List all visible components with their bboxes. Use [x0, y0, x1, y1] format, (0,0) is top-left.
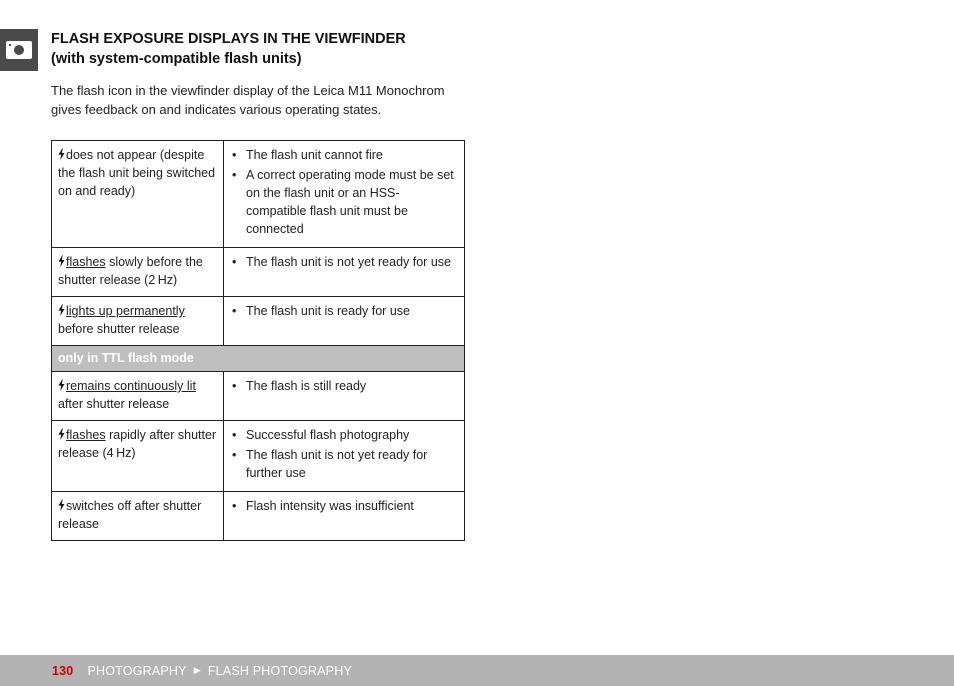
- section-row-ttl: [52, 346, 465, 372]
- list-item: • The flash is still ready: [232, 377, 458, 395]
- footer-bar: [0, 655, 954, 686]
- meaning-list: [232, 302, 458, 320]
- state-text: after shutter release: [58, 397, 170, 411]
- state-cell: [52, 248, 224, 297]
- table-row: [52, 372, 465, 421]
- meaning-list: [232, 377, 458, 395]
- state-cell: [52, 421, 224, 492]
- meaning-cell: [224, 492, 465, 541]
- section-label: only in TTL flash mode: [52, 346, 465, 372]
- state-emphasis: flashes: [66, 255, 106, 269]
- camera-icon: [6, 41, 32, 59]
- page-title: [51, 29, 406, 69]
- table-row: [52, 141, 465, 248]
- breadcrumb-flash-photography: FLASH PHOTOGRAPHY: [207, 663, 352, 678]
- meaning-cell: [224, 372, 465, 421]
- page-number: 130: [52, 663, 74, 678]
- table-row: [52, 492, 465, 541]
- list-item: • Successful flash photography: [232, 426, 458, 444]
- list-item: • The flash unit is not yet ready for further use: [232, 446, 458, 482]
- flash-bolt-icon: [58, 148, 65, 160]
- state-emphasis: flashes: [66, 428, 106, 442]
- meaning-cell: [224, 297, 465, 346]
- meaning-cell: [224, 141, 465, 248]
- state-cell: [52, 492, 224, 541]
- breadcrumb-photography: PHOTOGRAPHY: [87, 663, 187, 678]
- list-item: • Flash intensity was insufficient: [232, 497, 458, 515]
- list-item: • The flash unit is ready for use: [232, 302, 458, 320]
- intro-paragraph: The flash icon in the viewfinder display of the Leica M11 Monochrom gives feedback on and indicates various operating states.: [51, 83, 445, 117]
- meaning-list: [232, 497, 458, 515]
- flash-display-table: [51, 140, 465, 541]
- state-text: switches off after shutter release: [58, 499, 202, 531]
- flash-bolt-icon: [58, 304, 65, 316]
- list-item: • The flash unit is not yet ready for use: [232, 253, 458, 271]
- state-cell: [52, 141, 224, 248]
- table-row: [52, 297, 465, 346]
- meaning-cell: [224, 421, 465, 492]
- meaning-cell: [224, 248, 465, 297]
- state-emphasis: remains continuously lit: [66, 379, 196, 393]
- list-item: • The flash unit cannot fire: [232, 146, 458, 164]
- title-line-2: (with system-compatible flash units): [51, 51, 302, 67]
- flash-bolt-icon: [58, 428, 65, 440]
- table-row: [52, 421, 465, 492]
- state-cell: [52, 297, 224, 346]
- meaning-list: [232, 426, 458, 482]
- flash-bolt-icon: [58, 255, 65, 267]
- flash-bolt-icon: [58, 379, 65, 391]
- camera-tab: [0, 29, 38, 71]
- flash-bolt-icon: [58, 499, 65, 511]
- state-text: slowly before the shutter release (2 Hz): [58, 255, 203, 287]
- state-text: before shutter release: [58, 322, 180, 336]
- meaning-list: [232, 253, 458, 271]
- list-item: • A correct operating mode must be set on the flash unit or an HSS-compatible flash unit must be connected: [232, 166, 458, 238]
- title-line-1: FLASH EXPOSURE DISPLAYS IN THE VIEWFINDER: [51, 31, 406, 47]
- state-text: does not appear (despite the flash unit being switched on and ready): [58, 148, 216, 198]
- meaning-list: [232, 146, 458, 238]
- state-emphasis: lights up permanently: [66, 304, 185, 318]
- triangle-right-icon: ▶: [193, 665, 201, 675]
- state-cell: [52, 372, 224, 421]
- state-text: rapidly after shutter release (4 Hz): [58, 428, 217, 460]
- table-row: [52, 248, 465, 297]
